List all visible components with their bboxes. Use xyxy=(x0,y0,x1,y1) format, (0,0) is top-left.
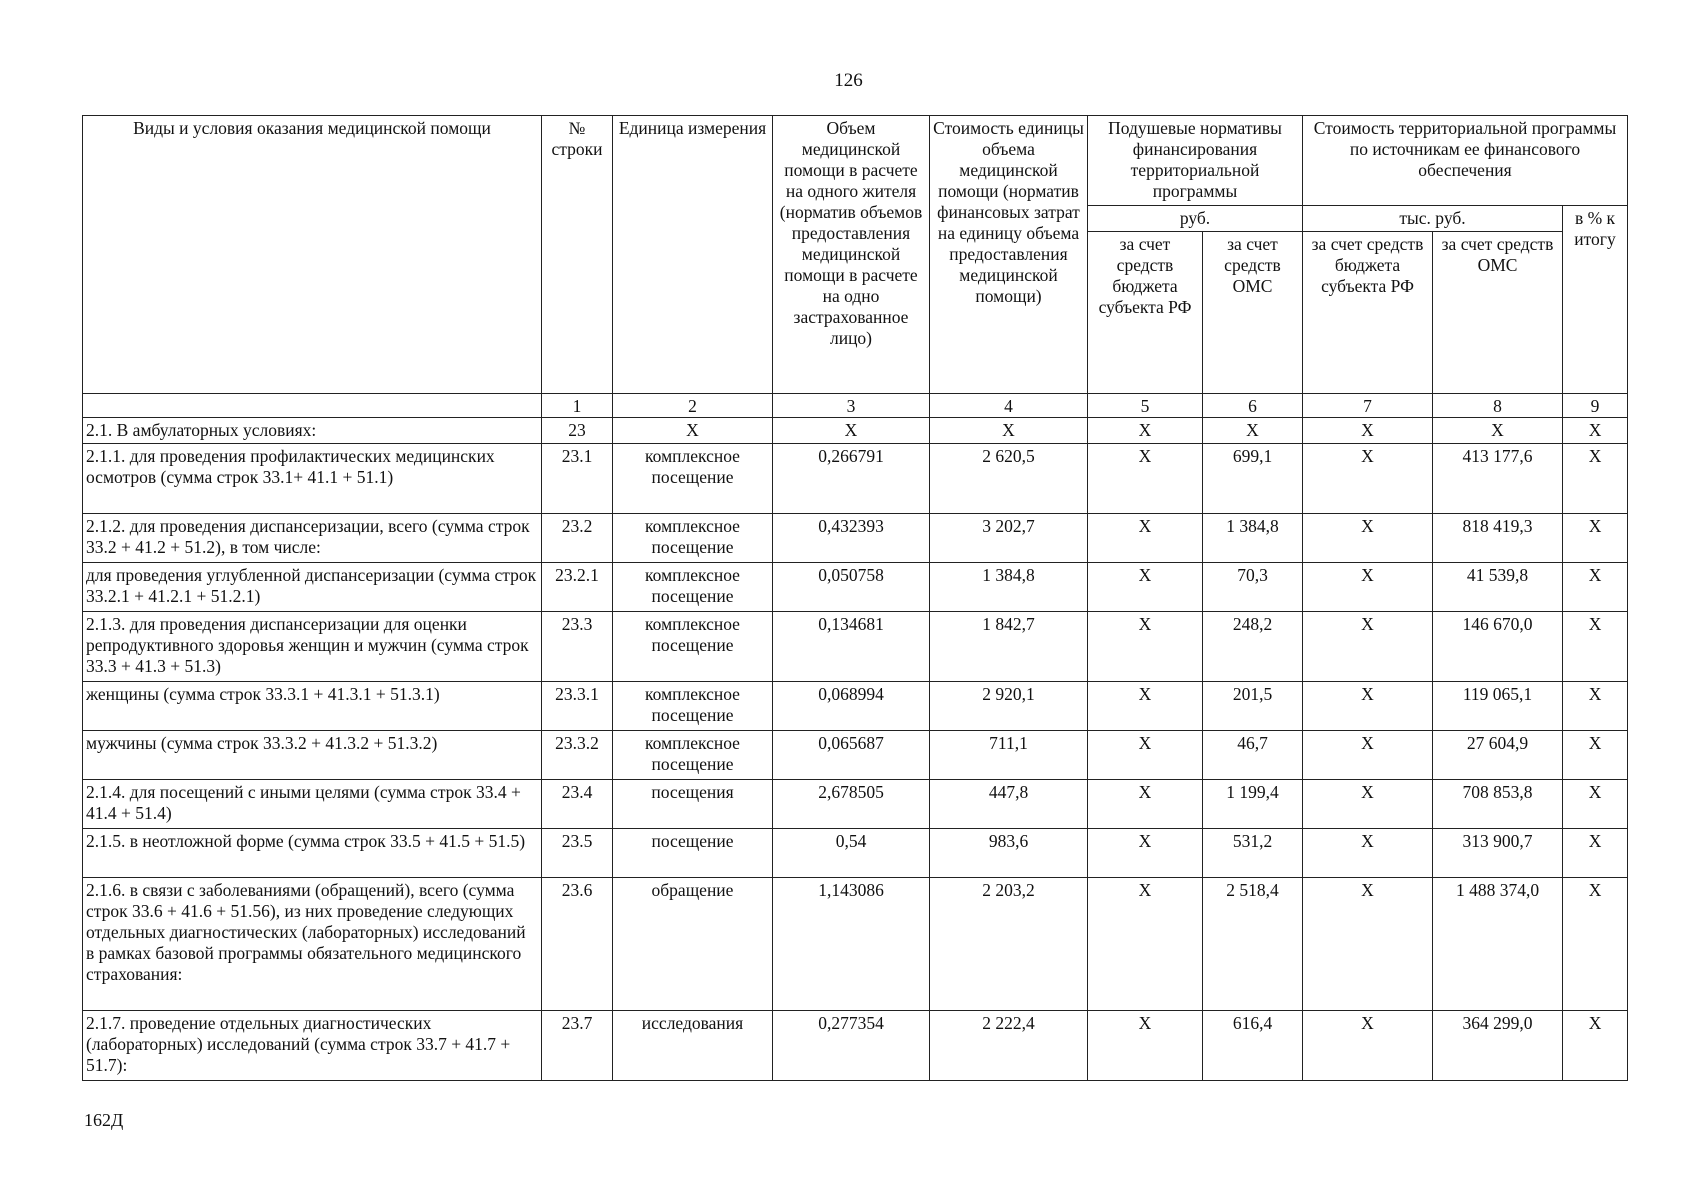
row-percent: Х xyxy=(1563,682,1628,731)
row-budget-rub: Х xyxy=(1088,731,1203,780)
row-number: 23.3 xyxy=(542,612,613,682)
row-percent: Х xyxy=(1563,829,1628,878)
row-description: для проведения углубленной диспансеризации (сумма строк 33.2.1 + 41.2.1 + 51.2.1) xyxy=(83,563,542,612)
row-number: 23 xyxy=(542,418,613,444)
table-row xyxy=(83,563,1628,612)
row-number: 23.4 xyxy=(542,780,613,829)
column-number: 8 xyxy=(1433,394,1563,418)
row-budget-rub: Х xyxy=(1088,514,1203,563)
row-budget-thousand: Х xyxy=(1303,514,1433,563)
table-header xyxy=(83,116,1628,418)
row-description: 2.1. В амбулаторных условиях: xyxy=(83,418,542,444)
row-budget-thousand: Х xyxy=(1303,731,1433,780)
row-oms-thousand: 146 670,0 xyxy=(1433,612,1563,682)
row-number: 23.2 xyxy=(542,514,613,563)
row-percent: Х xyxy=(1563,612,1628,682)
row-volume: 0,068994 xyxy=(773,682,930,731)
row-unit: комплексное посещение xyxy=(613,514,773,563)
row-budget-thousand: Х xyxy=(1303,878,1433,1011)
row-budget-thousand: Х xyxy=(1303,612,1433,682)
row-budget-rub: Х xyxy=(1088,829,1203,878)
header-oms-thousand: за счет средств ОМС xyxy=(1433,232,1563,394)
row-unit-cost: 447,8 xyxy=(930,780,1088,829)
row-description: 2.1.1. для проведения профилактических медицинских осмотров (сумма строк 33.1+ 41.1 + 51.1) xyxy=(83,444,542,514)
header-thousand-rub: тыс. руб. xyxy=(1303,206,1563,232)
row-description: 2.1.5. в неотложной форме (сумма строк 33.5 + 41.5 + 51.5) xyxy=(83,829,542,878)
row-oms-thousand: 1 488 374,0 xyxy=(1433,878,1563,1011)
header-unit-cost: Стоимость единицы объема медицинской помощи (норматив финансовых затрат на единицу объема предоставления медицинской помощи) xyxy=(930,116,1088,394)
row-unit-cost: 983,6 xyxy=(930,829,1088,878)
column-number: 4 xyxy=(930,394,1088,418)
table-row xyxy=(83,418,1628,444)
header-row-number: № строки xyxy=(542,116,613,394)
row-oms-rub: Х xyxy=(1203,418,1303,444)
row-budget-rub: Х xyxy=(1088,780,1203,829)
table-row xyxy=(83,780,1628,829)
row-volume: 0,065687 xyxy=(773,731,930,780)
row-budget-rub: Х xyxy=(1088,418,1203,444)
row-unit: комплексное посещение xyxy=(613,563,773,612)
row-volume: 1,143086 xyxy=(773,878,930,1011)
row-budget-thousand: Х xyxy=(1303,444,1433,514)
row-unit: Х xyxy=(613,418,773,444)
row-oms-thousand: 41 539,8 xyxy=(1433,563,1563,612)
row-volume: 0,266791 xyxy=(773,444,930,514)
column-number: 3 xyxy=(773,394,930,418)
column-number: 7 xyxy=(1303,394,1433,418)
header-per-capita-group: Подушевые нормативы финансирования территориальной программы xyxy=(1088,116,1303,206)
row-oms-thousand: 313 900,7 xyxy=(1433,829,1563,878)
row-volume: Х xyxy=(773,418,930,444)
row-unit-cost: Х xyxy=(930,418,1088,444)
header-budget-rub: за счет средств бюджета субъекта РФ xyxy=(1088,232,1203,394)
column-number: 9 xyxy=(1563,394,1628,418)
row-percent: Х xyxy=(1563,514,1628,563)
row-unit: посещение xyxy=(613,829,773,878)
table-row xyxy=(83,612,1628,682)
row-number: 23.3.2 xyxy=(542,731,613,780)
header-rub: руб. xyxy=(1088,206,1303,232)
row-number: 23.1 xyxy=(542,444,613,514)
column-number: 5 xyxy=(1088,394,1203,418)
table-row xyxy=(83,514,1628,563)
row-unit: исследования xyxy=(613,1011,773,1081)
row-budget-rub: Х xyxy=(1088,1011,1203,1081)
document-code: 162Д xyxy=(84,1110,124,1130)
row-volume: 0,134681 xyxy=(773,612,930,682)
row-oms-thousand: 119 065,1 xyxy=(1433,682,1563,731)
row-description: мужчины (сумма строк 33.3.2 + 41.3.2 + 51.3.2) xyxy=(83,731,542,780)
page-number: 126 xyxy=(834,70,863,91)
row-unit: комплексное посещение xyxy=(613,731,773,780)
header-kind: Виды и условия оказания медицинской помощи xyxy=(83,116,542,394)
row-budget-thousand: Х xyxy=(1303,780,1433,829)
row-volume: 2,678505 xyxy=(773,780,930,829)
row-number: 23.6 xyxy=(542,878,613,1011)
header-oms-rub: за счет средств ОМС xyxy=(1203,232,1303,394)
row-unit: посещения xyxy=(613,780,773,829)
table-row xyxy=(83,829,1628,878)
row-budget-thousand: Х xyxy=(1303,829,1433,878)
column-number xyxy=(83,394,542,418)
row-oms-thousand: 818 419,3 xyxy=(1433,514,1563,563)
row-oms-rub: 616,4 xyxy=(1203,1011,1303,1081)
row-percent: Х xyxy=(1563,731,1628,780)
row-percent: Х xyxy=(1563,444,1628,514)
header-program-cost-group: Стоимость территориальной программы по источникам ее финансового обеспечения xyxy=(1303,116,1628,206)
row-volume: 0,54 xyxy=(773,829,930,878)
table-body xyxy=(83,418,1628,1081)
row-description: 2.1.3. для проведения диспансеризации для оценки репродуктивного здоровья женщин и мужчин (сумма строк 33.3 + 41.3 + 51.3) xyxy=(83,612,542,682)
row-oms-rub: 1 384,8 xyxy=(1203,514,1303,563)
row-oms-thousand: 708 853,8 xyxy=(1433,780,1563,829)
row-description: 2.1.7. проведение отдельных диагностических (лабораторных) исследований (сумма строк 33.7 + 41.7 + 51.7): xyxy=(83,1011,542,1081)
row-oms-rub: 2 518,4 xyxy=(1203,878,1303,1011)
table-row xyxy=(83,878,1628,1011)
table-row xyxy=(83,1011,1628,1081)
column-number-row xyxy=(83,394,1628,418)
row-budget-thousand: Х xyxy=(1303,682,1433,731)
row-unit: комплексное посещение xyxy=(613,612,773,682)
row-unit-cost: 2 203,2 xyxy=(930,878,1088,1011)
row-oms-rub: 46,7 xyxy=(1203,731,1303,780)
header-budget-thousand: за счет средств бюджета субъекта РФ xyxy=(1303,232,1433,394)
row-unit-cost: 711,1 xyxy=(930,731,1088,780)
column-number: 2 xyxy=(613,394,773,418)
row-unit-cost: 2 620,5 xyxy=(930,444,1088,514)
row-oms-thousand: Х xyxy=(1433,418,1563,444)
header-volume: Объем медицинской помощи в расчете на одного жителя (норматив объемов предоставления медицинской помощи в расчете на одно застрахованное лицо) xyxy=(773,116,930,394)
row-description: 2.1.2. для проведения диспансеризации, всего (сумма строк 33.2 + 41.2 + 51.2), в том числе: xyxy=(83,514,542,563)
row-number: 23.7 xyxy=(542,1011,613,1081)
financing-table xyxy=(82,115,1628,1081)
row-budget-rub: Х xyxy=(1088,682,1203,731)
row-description: 2.1.4. для посещений с иными целями (сумма строк 33.4 + 41.4 + 51.4) xyxy=(83,780,542,829)
row-oms-rub: 70,3 xyxy=(1203,563,1303,612)
row-oms-rub: 201,5 xyxy=(1203,682,1303,731)
column-number: 6 xyxy=(1203,394,1303,418)
row-unit: комплексное посещение xyxy=(613,682,773,731)
row-description: женщины (сумма строк 33.3.1 + 41.3.1 + 51.3.1) xyxy=(83,682,542,731)
row-number: 23.2.1 xyxy=(542,563,613,612)
header-percent-total: в % к итогу xyxy=(1563,206,1628,394)
row-volume: 0,432393 xyxy=(773,514,930,563)
row-oms-rub: 531,2 xyxy=(1203,829,1303,878)
row-unit-cost: 1 842,7 xyxy=(930,612,1088,682)
row-number: 23.5 xyxy=(542,829,613,878)
row-budget-rub: Х xyxy=(1088,612,1203,682)
row-budget-thousand: Х xyxy=(1303,1011,1433,1081)
row-percent: Х xyxy=(1563,878,1628,1011)
row-number: 23.3.1 xyxy=(542,682,613,731)
row-unit: комплексное посещение xyxy=(613,444,773,514)
header-unit: Единица измерения xyxy=(613,116,773,394)
row-oms-rub: 1 199,4 xyxy=(1203,780,1303,829)
row-oms-thousand: 413 177,6 xyxy=(1433,444,1563,514)
row-percent: Х xyxy=(1563,780,1628,829)
column-number: 1 xyxy=(542,394,613,418)
row-unit-cost: 3 202,7 xyxy=(930,514,1088,563)
row-oms-rub: 248,2 xyxy=(1203,612,1303,682)
row-oms-thousand: 364 299,0 xyxy=(1433,1011,1563,1081)
row-budget-rub: Х xyxy=(1088,444,1203,514)
row-percent: Х xyxy=(1563,1011,1628,1081)
row-unit-cost: 1 384,8 xyxy=(930,563,1088,612)
row-budget-rub: Х xyxy=(1088,878,1203,1011)
row-budget-thousand: Х xyxy=(1303,563,1433,612)
row-percent: Х xyxy=(1563,418,1628,444)
table-row xyxy=(83,731,1628,780)
row-unit-cost: 2 920,1 xyxy=(930,682,1088,731)
row-percent: Х xyxy=(1563,563,1628,612)
row-volume: 0,050758 xyxy=(773,563,930,612)
row-budget-thousand: Х xyxy=(1303,418,1433,444)
row-oms-thousand: 27 604,9 xyxy=(1433,731,1563,780)
row-budget-rub: Х xyxy=(1088,563,1203,612)
table-row xyxy=(83,444,1628,514)
row-volume: 0,277354 xyxy=(773,1011,930,1081)
row-unit-cost: 2 222,4 xyxy=(930,1011,1088,1081)
row-description: 2.1.6. в связи с заболеваниями (обращений), всего (сумма строк 33.6 + 41.6 + 51.56), из них проведение следующих отдельных диагностических (лабораторных) исследований в рамках базовой программы обязательного медицинского страхования: xyxy=(83,878,542,1011)
table-row xyxy=(83,682,1628,731)
row-unit: обращение xyxy=(613,878,773,1011)
row-oms-rub: 699,1 xyxy=(1203,444,1303,514)
